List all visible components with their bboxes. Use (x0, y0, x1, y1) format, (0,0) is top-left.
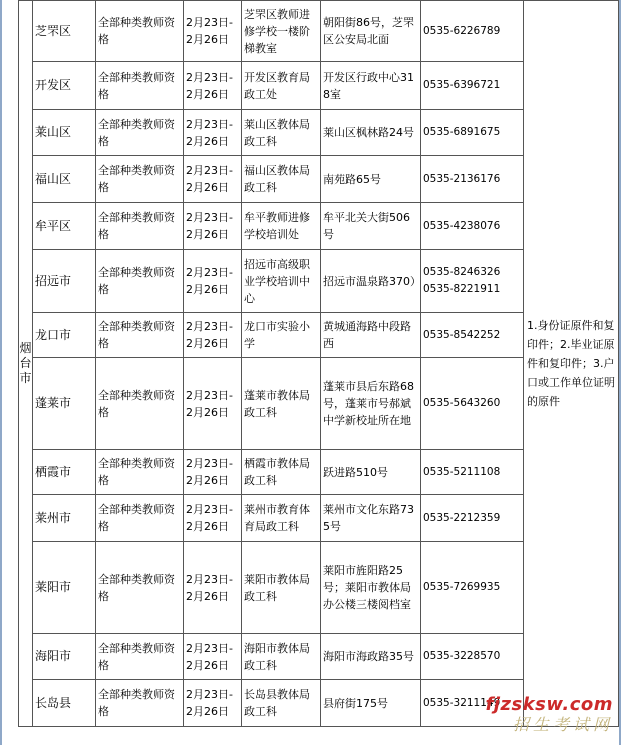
table-row (19, 1, 619, 62)
district-cell: 莱山区 (33, 110, 96, 156)
place-cell: 牟平教师进修学校培训处 (242, 203, 321, 250)
city-cell: 烟台市 (19, 1, 33, 727)
time-cell: 2月23日-2月26日 (184, 250, 242, 313)
place-cell: 福山区教体局政工科 (242, 156, 321, 203)
category-cell: 全部种类教师资格 (96, 203, 184, 250)
place-cell: 长岛县教体局政工科 (242, 680, 321, 727)
phone-cell (421, 62, 524, 110)
address-cell: 黄城通海路中段路西 (321, 313, 421, 358)
phone-cell (421, 110, 524, 156)
time-cell: 2月23日-2月26日 (184, 203, 242, 250)
address-cell: 海阳市海政路35号 (321, 634, 421, 680)
place-cell: 蓬莱市教体局政工科 (242, 358, 321, 450)
phone-cell (421, 203, 524, 250)
time-cell: 2月23日-2月26日 (184, 542, 242, 634)
phone-cell (421, 1, 524, 62)
place-cell: 栖霞市教体局政工科 (242, 450, 321, 495)
time-cell: 2月23日-2月26日 (184, 358, 242, 450)
category-cell: 全部种类教师资格 (96, 156, 184, 203)
phone-cell (421, 542, 524, 634)
phone-number: 0535-6891675 (423, 126, 501, 138)
watermark-name: 招生考试网 (512, 715, 613, 734)
category-cell: 全部种类教师资格 (96, 542, 184, 634)
materials-cell: 1.身份证原件和复印件；2.毕业证原件和复印件；3.户口或工作单位证明的原件 (524, 1, 619, 727)
phone-number: 0535-8542252 (423, 328, 501, 341)
address-cell: 莱阳市旌阳路25号；莱阳市教体局办公楼三楼阅档室 (321, 542, 421, 634)
place-cell: 莱阳市教体局政工科 (242, 542, 321, 634)
category-cell: 全部种类教师资格 (96, 250, 184, 313)
address-cell: 南苑路65号 (321, 156, 421, 203)
category-cell: 全部种类教师资格 (96, 634, 184, 680)
site-watermark (486, 695, 613, 735)
phone-cell (421, 250, 524, 313)
time-cell: 2月23日-2月26日 (184, 634, 242, 680)
registration-sites-table (18, 0, 619, 727)
phone-cell (421, 313, 524, 358)
place-cell: 龙口市实验小学 (242, 313, 321, 358)
category-cell: 全部种类教师资格 (96, 1, 184, 62)
watermark-url: fjzsksw.com (485, 694, 613, 715)
place-cell: 莱山区教体局政工科 (242, 110, 321, 156)
time-cell: 2月23日-2月26日 (184, 680, 242, 727)
address-cell: 招远市温泉路370） (321, 250, 421, 313)
address-cell: 县府街175号 (321, 680, 421, 727)
address-cell: 朝阳街86号，芝罘区公安局北面 (321, 1, 421, 62)
address-cell: 牟平北关大街506号 (321, 203, 421, 250)
time-cell: 2月23日-2月26日 (184, 450, 242, 495)
district-cell: 莱阳市 (33, 542, 96, 634)
address-cell: 蓬莱市县后东路68号，蓬莱市号郝斌中学新校址所在地 (321, 358, 421, 450)
district-cell: 莱州市 (33, 495, 96, 542)
time-cell: 2月23日-2月26日 (184, 1, 242, 62)
address-cell: 开发区行政中心318室 (321, 62, 421, 110)
category-cell: 全部种类教师资格 (96, 680, 184, 727)
phone-cell (421, 495, 524, 542)
phone-number: 0535-6226789 (423, 24, 501, 37)
phone-number: 0535-8221911 (423, 283, 501, 295)
phone-cell (421, 358, 524, 450)
phone-number: 0535-3211149 (423, 696, 501, 709)
district-cell: 牟平区 (33, 203, 96, 250)
category-cell: 全部种类教师资格 (96, 110, 184, 156)
district-cell: 海阳市 (33, 634, 96, 680)
phone-number: 0535-4238076 (423, 219, 501, 232)
district-cell: 福山区 (33, 156, 96, 203)
place-cell: 芝罘区教师进修学校一楼阶梯教室 (242, 1, 321, 62)
category-cell: 全部种类教师资格 (96, 450, 184, 495)
district-cell: 招远市 (33, 250, 96, 313)
table-body (19, 1, 619, 727)
district-cell: 长岛县 (33, 680, 96, 727)
place-cell: 莱州市教育体育局政工科 (242, 495, 321, 542)
place-cell: 开发区教育局政工处 (242, 62, 321, 110)
time-cell: 2月23日-2月26日 (184, 156, 242, 203)
phone-cell (421, 450, 524, 495)
district-cell: 蓬莱市 (33, 358, 96, 450)
page-left-border (0, 0, 2, 745)
place-cell: 招远市高级职业学校培训中心 (242, 250, 321, 313)
category-cell: 全部种类教师资格 (96, 313, 184, 358)
time-cell: 2月23日-2月26日 (184, 313, 242, 358)
address-cell: 跃进路510号 (321, 450, 421, 495)
category-cell: 全部种类教师资格 (96, 358, 184, 450)
phone-number: 0535-2136176 (423, 172, 501, 185)
district-cell: 龙口市 (33, 313, 96, 358)
phone-cell (421, 634, 524, 680)
phone-cell (421, 156, 524, 203)
district-cell: 栖霞市 (33, 450, 96, 495)
phone-number: 0535-6396721 (423, 79, 501, 91)
district-cell: 芝罘区 (33, 1, 96, 62)
address-cell: 莱州市文化东路735号 (321, 495, 421, 542)
category-cell: 全部种类教师资格 (96, 62, 184, 110)
time-cell: 2月23日-2月26日 (184, 110, 242, 156)
category-cell: 全部种类教师资格 (96, 495, 184, 542)
phone-number: 0535-5211108 (423, 465, 501, 478)
phone-number: 0535-2212359 (423, 511, 501, 524)
phone-number: 0535-5643260 (423, 397, 501, 409)
phone-number: 0535-3228570 (423, 650, 501, 662)
time-cell: 2月23日-2月26日 (184, 495, 242, 542)
phone-number: 0535-8246326 (423, 266, 501, 278)
phone-number: 0535-7269935 (423, 581, 501, 593)
district-cell: 开发区 (33, 62, 96, 110)
address-cell: 莱山区枫林路24号 (321, 110, 421, 156)
place-cell: 海阳市教体局政工科 (242, 634, 321, 680)
time-cell: 2月23日-2月26日 (184, 62, 242, 110)
